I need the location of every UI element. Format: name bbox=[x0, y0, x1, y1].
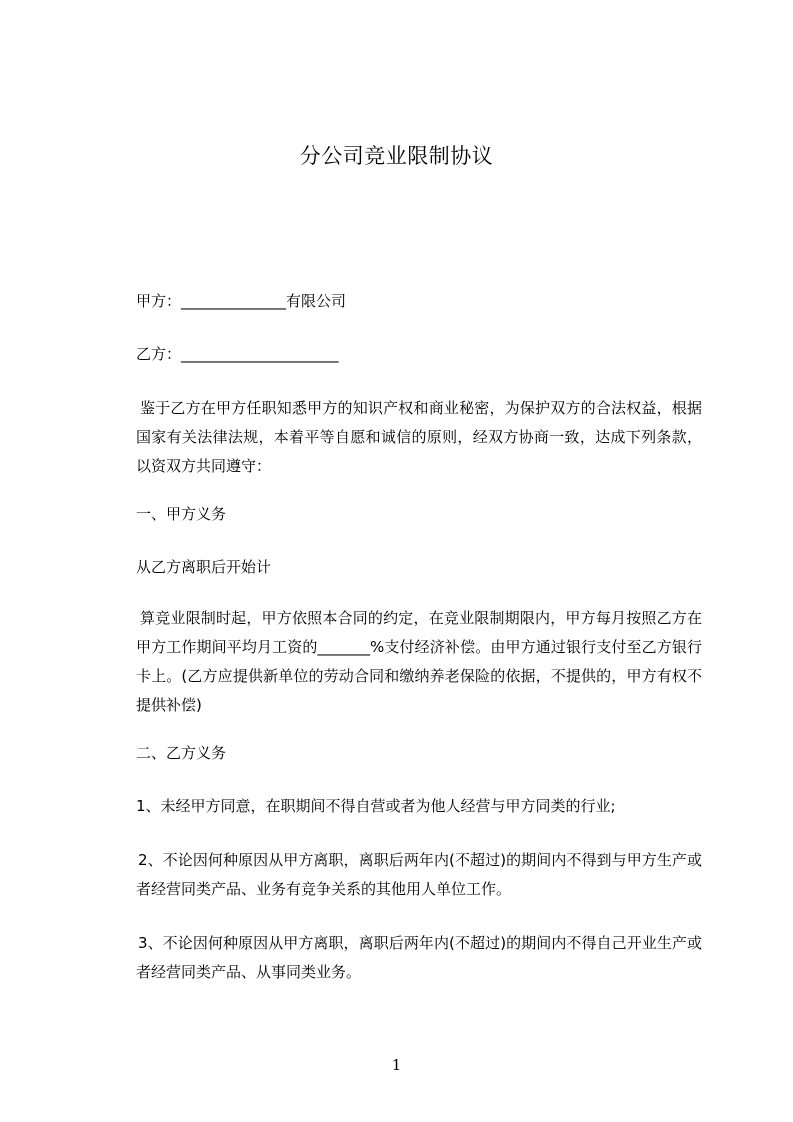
section-2-item-3: 3、不论因何种原因从甲方离职，离职后两年内(不超过)的期间内不得自己开业生产或者经营同类产品、从事同类业务。 bbox=[136, 934, 702, 981]
party-a-line bbox=[136, 291, 346, 311]
document-title: 分公司竞业限制协议 bbox=[299, 144, 494, 168]
party-a-blank: ______________ bbox=[181, 292, 287, 310]
section-2-item-2: 2、不论因何种原因从甲方离职，离职后两年内(不超过)的期间内不得到与甲方生产或者经营同类产品、业务有竞争关系的其他用人单位工作。 bbox=[136, 851, 702, 898]
party-b-blank: _____________________ bbox=[181, 345, 339, 363]
party-a-suffix: 有限公司 bbox=[286, 292, 347, 310]
section-1-line-1: 从乙方离职后开始计 bbox=[136, 558, 272, 576]
section-2-heading: 二、乙方义务 bbox=[136, 744, 227, 762]
page-number: 1 bbox=[391, 1056, 402, 1074]
party-b-label: 乙方： bbox=[136, 345, 182, 363]
section-1-heading: 一、甲方义务 bbox=[136, 505, 227, 523]
party-b-line bbox=[136, 344, 339, 364]
preamble-paragraph: 鉴于乙方在甲方任职知悉甲方的知识产权和商业秘密，为保护双方的合法权益，根据国家有关法律法规，本着平等自愿和诚信的原则，经双方协商一致，达成下列条款，以资双方共同遵守： bbox=[136, 399, 702, 475]
section-2-item-1: 1、未经甲方同意，在职期间不得自营或者为他人经营与甲方同类的行业; bbox=[136, 797, 616, 815]
section-1-paragraph: 算竞业限制时起，甲方依照本合同的约定，在竞业限制期限内，甲方每月按照乙方在甲方工作期间平均月工资的_______%支付经济补偿。由甲方通过银行支付至乙方银行卡上。(乙方应提供新单位的劳动合同和缴纳养老保险的依据，不提供的，甲方有权不提供补偿) bbox=[136, 609, 702, 714]
party-a-label: 甲方： bbox=[136, 292, 182, 310]
